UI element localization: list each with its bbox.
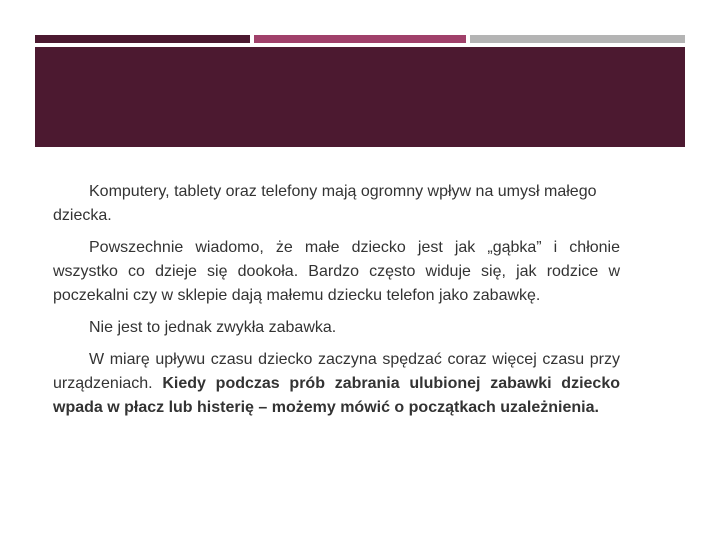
paragraph-3: Nie jest to jednak zwykła zabawka. <box>89 319 337 336</box>
paragraph-4 <box>53 348 620 420</box>
slide-title-band <box>35 47 685 147</box>
slide-body <box>53 180 620 428</box>
paragraph-4-bold: Kiedy podczas prób zabrania ulubionej zabawki dziecko wpada w płacz lub histerię – możemy mówić o początkach uzależnienia. <box>53 375 620 416</box>
accent-stripe-left <box>35 35 250 43</box>
accent-stripe-middle <box>254 35 466 43</box>
paragraph-1: Komputery, tablety oraz telefony mają ogromny wpływ na umysł małego dziecka. <box>53 183 597 224</box>
paragraph-2: Powszechnie wiadomo, że małe dziecko jest jak „gąbka” i chłonie wszystko co dzieje się dookoła. Bardzo często widuje się, jak rodzice w poczekalni czy w sklepie dają małemu dziecku telefon jako zabawkę. <box>53 239 620 304</box>
paragraph-4-regular: W miarę upływu czasu dziecko zaczyna spędzać coraz więcej czasu przy urządzeniach. <box>53 351 620 392</box>
accent-stripe-right <box>470 35 685 43</box>
